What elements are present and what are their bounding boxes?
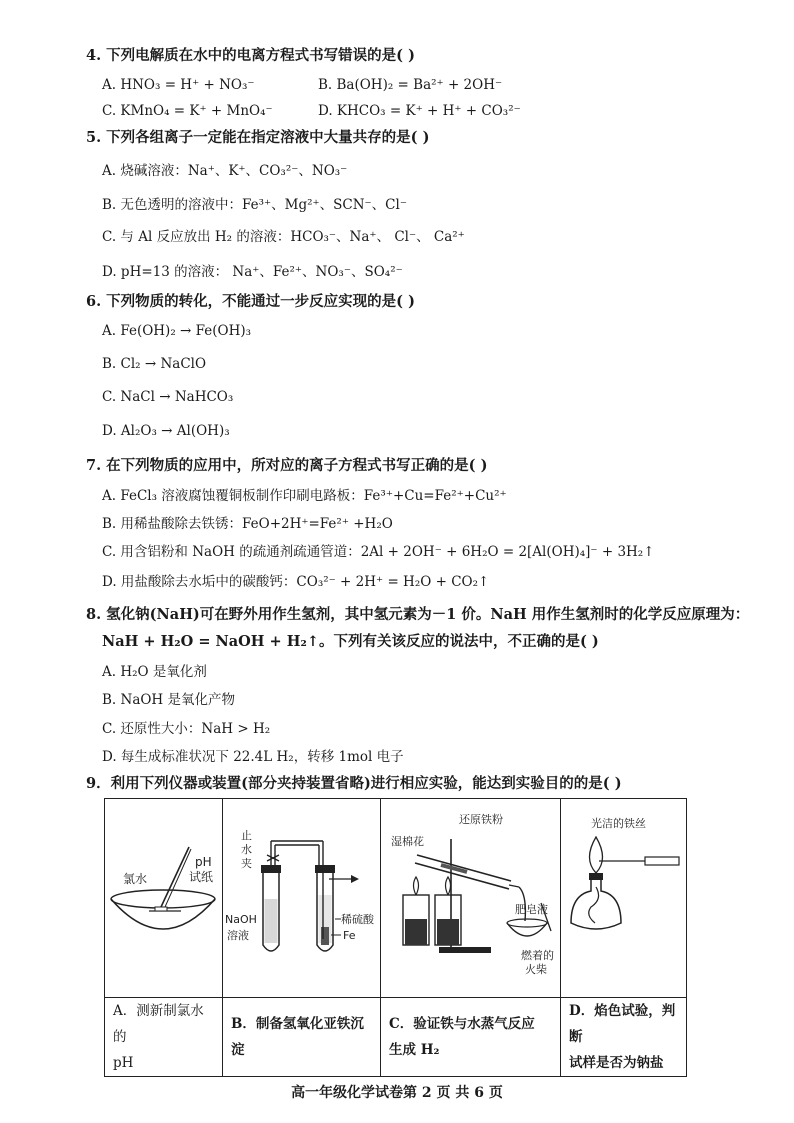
caption-a-cell	[105, 998, 223, 1077]
caption-b-cell	[223, 998, 381, 1077]
question-6-stem: 6. 下列物质的转化，不能通过一步反应实现的是( )	[86, 293, 415, 310]
label-clamp-2: 水	[241, 843, 252, 856]
question-8-stem: 8. 氢化钠(NaH)可在野外用作生氢剂，其中氢元素为－1 价。NaH 用作生氢剂时的化学反应原理为：	[86, 606, 750, 623]
caption-a-line2: pH	[113, 1055, 134, 1071]
question-5-option-c: C. 与 Al 反应放出 H₂ 的溶液：HCO₃⁻、Na⁺、 Cl⁻、 Ca²⁺	[102, 229, 465, 245]
label-test-paper: 试纸	[189, 870, 214, 884]
question-8-stem-line2: NaH + H₂O = NaOH + H₂↑。下列有关该反应的说法中，不正确的是( )	[102, 633, 599, 650]
question-7-option-a: A. FeCl₃ 溶液腐蚀覆铜板制作印刷电路板：Fe³⁺+Cu=Fe²⁺+Cu²⁺	[102, 488, 507, 504]
question-6-option-a: A. Fe(OH)₂ → Fe(OH)₃	[102, 323, 252, 339]
flame-test-figure	[561, 799, 685, 993]
caption-a-line1: A．测新制氯水的	[113, 1003, 204, 1045]
experiment-table	[104, 798, 687, 1077]
label-clean-iron-wire: 光洁的铁丝	[591, 817, 646, 830]
caption-d-line1: D．焰色试验，判断	[569, 1003, 676, 1045]
figure-b-cell	[223, 799, 381, 998]
question-6-option-c: C. NaCl → NaHCO₃	[102, 389, 234, 405]
label-soap-solution: 肥皂液	[515, 903, 548, 916]
label-clamp-1: 止	[241, 829, 252, 842]
question-4-option-d: D. KHCO₃ = K⁺ + H⁺ + CO₃²⁻	[318, 103, 521, 119]
figure-c-cell	[381, 799, 561, 998]
label-naoh-solution: 溶液	[227, 929, 249, 942]
page-footer: 高一年级化学试卷第 2 页 共 6 页	[291, 1085, 503, 1101]
test-tube-apparatus-figure	[223, 799, 379, 993]
question-8-option-a: A. H₂O 是氧化剂	[102, 664, 207, 680]
question-4-stem: 4. 下列电解质在水中的电离方程式书写错误的是( )	[86, 47, 415, 64]
label-reduced-iron-powder: 还原铁粉	[459, 813, 503, 826]
figure-a-cell	[105, 799, 223, 998]
question-7-stem: 7. 在下列物质的应用中，所对应的离子方程式书写正确的是( )	[86, 457, 488, 474]
question-8-option-d: D. 每生成标准状况下 22.4L H₂，转移 1mol 电子	[102, 749, 404, 765]
evaporating-dish-figure	[105, 799, 221, 993]
question-5-option-d: D. pH=13 的溶液： Na⁺、Fe²⁺、NO₃⁻、SO₄²⁻	[102, 264, 403, 280]
caption-c-line1: C．验证铁与水蒸气反应	[389, 1016, 535, 1032]
label-burning-match-2: 火柴	[525, 963, 547, 976]
caption-b: B．制备氢氧化亚铁沉淀	[231, 1016, 364, 1058]
question-5-stem: 5. 下列各组离子一定能在指定溶液中大量共存的是( )	[86, 129, 430, 146]
question-5-option-b: B. 无色透明的溶液中：Fe³⁺、Mg²⁺、SCN⁻、Cl⁻	[102, 197, 407, 213]
question-7-option-b: B. 用稀盐酸除去铁锈：FeO+2H⁺=Fe²⁺ +H₂O	[102, 516, 393, 532]
caption-c-cell	[381, 998, 561, 1077]
label-fe: Fe	[343, 929, 356, 942]
question-7-option-d: D. 用盐酸除去水垢中的碳酸钙：CO₃²⁻ + 2H⁺ = H₂O + CO₂↑	[102, 574, 490, 590]
question-7-option-c: C. 用含铝粉和 NaOH 的疏通剂疏通管道：2Al + 2OH⁻ + 6H₂O = 2[Al(OH)₄]⁻ + 3H₂↑	[102, 544, 655, 560]
label-wet-cotton: 湿棉花	[391, 835, 424, 848]
label-ph: pH	[195, 855, 212, 869]
caption-d-line2: 试样是否为钠盐	[569, 1055, 664, 1071]
question-4-option-a: A. HNO₃ = H⁺ + NO₃⁻	[102, 77, 255, 93]
label-dilute-sulfuric-acid: 稀硫酸	[341, 913, 374, 926]
iron-steam-apparatus-figure	[381, 799, 559, 993]
question-4-option-b: B. Ba(OH)₂ = Ba²⁺ + 2OH⁻	[318, 77, 503, 93]
label-burning-match-1: 燃着的	[521, 949, 554, 962]
question-4-option-c: C. KMnO₄ = K⁺ + MnO₄⁻	[102, 103, 273, 119]
question-8-option-c: C. 还原性大小：NaH > H₂	[102, 721, 271, 737]
label-clamp-3: 夹	[241, 857, 252, 870]
label-naoh: NaOH	[225, 913, 257, 926]
figure-d-cell	[561, 799, 687, 998]
question-9-stem: 9．利用下列仪器或装置(部分夹持装置省略)进行相应实验，能达到实验目的的是( )	[86, 775, 622, 792]
question-8-option-b: B. NaOH 是氧化产物	[102, 692, 235, 708]
question-6-option-d: D. Al₂O₃ → Al(OH)₃	[102, 423, 230, 439]
question-5-option-a: A. 烧碱溶液：Na⁺、K⁺、CO₃²⁻、NO₃⁻	[102, 163, 348, 179]
label-chlorine-water: 氯水	[123, 872, 148, 886]
question-6-option-b: B. Cl₂ → NaClO	[102, 356, 207, 372]
caption-d-cell	[561, 998, 687, 1077]
caption-c-line2: 生成 H₂	[389, 1042, 440, 1058]
